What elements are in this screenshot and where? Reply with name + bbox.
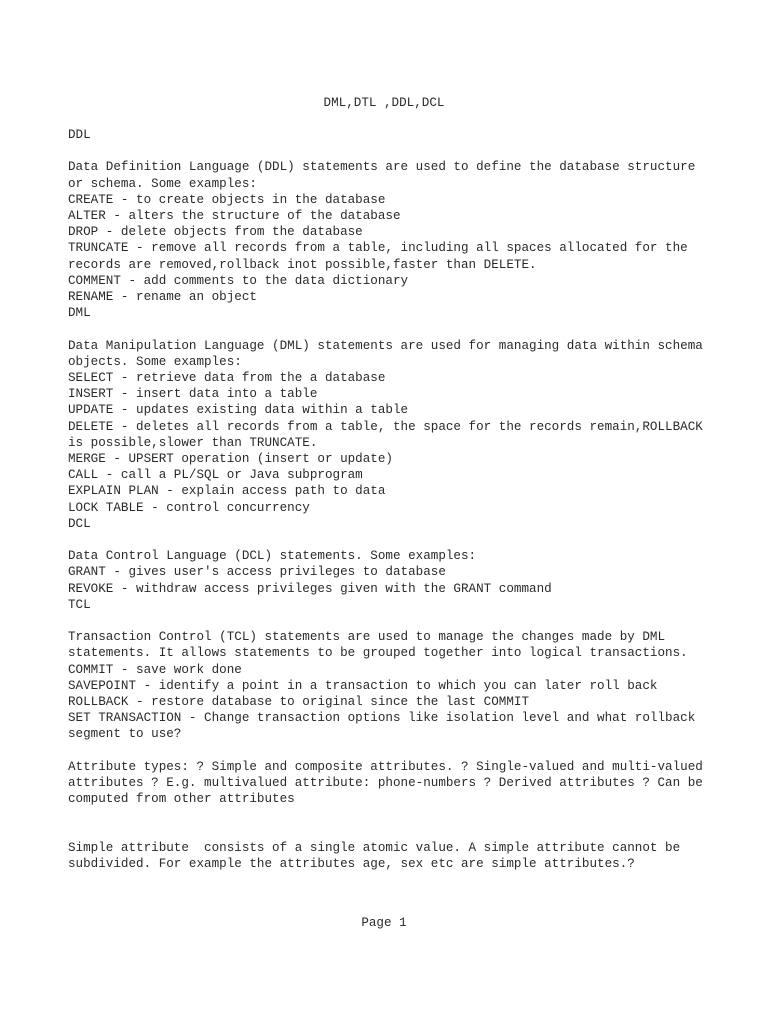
text-line: ALTER - alters the structure of the database — [68, 209, 401, 223]
text-line: CALL - call a PL/SQL or Java subprogram — [68, 468, 363, 483]
text-line: COMMENT - add comments to the data dictionary — [68, 273, 409, 288]
text-line — [68, 321, 758, 337]
text-line: SET TRANSACTION - Change transaction options like isolation level and what rollback — [68, 711, 696, 726]
text-line: DML — [68, 306, 91, 321]
text-line — [68, 143, 758, 159]
text-line: RENAME - rename an object — [68, 290, 257, 305]
text-line: DELETE - deletes all records from a table, the space for the records remain,ROLLBACK — [68, 419, 703, 434]
text-line: records are removed,rollback inot possible,faster than DELETE. — [68, 257, 537, 272]
text-line: Data Definition Language (DDL) statements are used to define the database structure — [68, 160, 696, 175]
text-line: subdivided. For example the attributes age, sex etc are simple attributes.? — [68, 857, 635, 872]
text-line: SELECT - retrieve data from the a database — [68, 371, 386, 386]
text-line: MERGE - UPSERT operation (insert or update) — [68, 452, 393, 467]
text-line: objects. Some examples: — [68, 354, 242, 369]
text-line: ROLLBACK - restore database to original since the last COMMIT — [68, 695, 530, 710]
text-line — [68, 807, 758, 823]
text-line: COMMIT - save work done — [68, 662, 242, 677]
text-line: DDL — [68, 128, 91, 142]
text-line: Attribute types: ? Simple and composite attributes. ? Single-valued and multi-valued — [68, 759, 703, 774]
text-line: TRUNCATE - remove all records from a table, including all spaces allocated for the — [68, 241, 688, 256]
document-title: DML,DTL ,DDL,DCL — [323, 96, 445, 110]
text-line: statements. It allows statements to be grouped together into logical transactions. — [68, 646, 688, 661]
text-line: INSERT - insert data into a table — [68, 387, 318, 402]
text-line: CREATE - to create objects in the database — [68, 192, 386, 207]
text-line: Transaction Control (TCL) statements are used to manage the changes made by DML — [68, 630, 666, 645]
text-line: attributes ? E.g. multivalued attribute: phone-numbers ? Derived attributes ? Can be — [68, 776, 703, 791]
text-line: UPDATE - updates existing data within a table — [68, 403, 409, 418]
text-line: DROP - delete objects from the database — [68, 225, 363, 240]
text-line: TCL — [68, 597, 91, 612]
text-line: computed from other attributes — [68, 792, 295, 807]
text-line: Simple attribute consists of a single atomic value. A simple attribute cannot be — [68, 840, 681, 855]
text-line — [68, 824, 758, 840]
text-line: LOCK TABLE - control concurrency — [68, 500, 310, 515]
text-line: GRANT - gives user's access privileges to database — [68, 565, 446, 580]
text-line: DCL — [68, 516, 91, 531]
text-line — [68, 613, 758, 629]
document-body — [68, 127, 758, 872]
text-line — [68, 743, 758, 759]
text-line: is possible,slower than TRUNCATE. — [68, 435, 318, 450]
text-line: REVOKE - withdraw access privileges given with the GRANT command — [68, 581, 552, 596]
text-line — [68, 532, 758, 548]
text-line: EXPLAIN PLAN - explain access path to data — [68, 484, 386, 499]
text-line: or schema. Some examples: — [68, 176, 257, 191]
text-line: segment to use? — [68, 727, 182, 742]
text-line: Data Manipulation Language (DML) statements are used for managing data within schema — [68, 338, 703, 353]
text-line: SAVEPOINT - identify a point in a transaction to which you can later roll back — [68, 678, 658, 693]
page-number: Page 1 — [361, 916, 407, 930]
text-line: Data Control Language (DCL) statements. Some examples: — [68, 549, 477, 564]
